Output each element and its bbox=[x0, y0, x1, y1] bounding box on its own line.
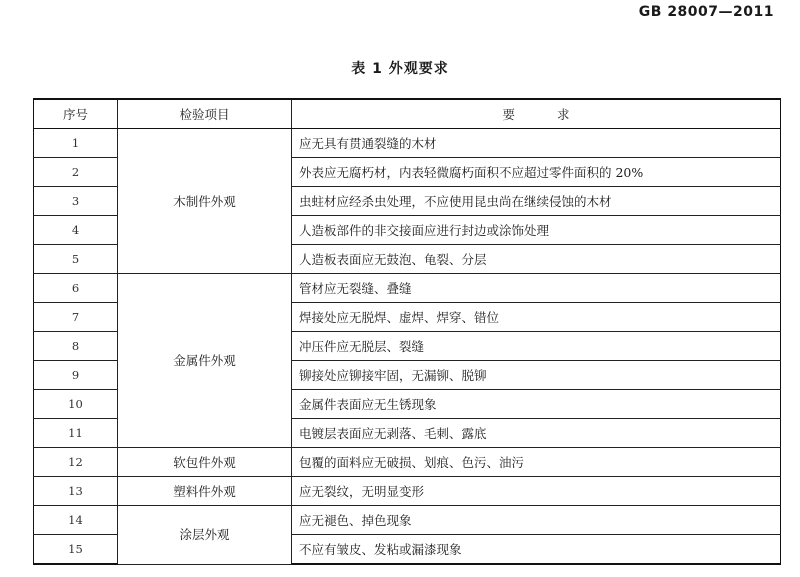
group-label-plastic: 塑料件外观 bbox=[118, 477, 292, 506]
group-label-coating: 涂层外观 bbox=[118, 506, 292, 565]
row-requirement: 人造板表面应无鼓泡、龟裂、分层 bbox=[292, 245, 781, 274]
row-requirement: 管材应无裂缝、叠缝 bbox=[292, 274, 781, 303]
row-requirement: 金属件表面应无生锈现象 bbox=[292, 390, 781, 419]
appearance-requirements-table bbox=[33, 98, 781, 565]
column-header-inspection-item: 检验项目 bbox=[118, 99, 292, 129]
group-label-upholstery: 软包件外观 bbox=[118, 448, 292, 477]
group-label-metal: 金属件外观 bbox=[118, 274, 292, 448]
row-number: 6 bbox=[34, 274, 118, 303]
row-number: 13 bbox=[34, 477, 118, 506]
row-number: 11 bbox=[34, 419, 118, 448]
row-requirement: 虫蛀材应经杀虫处理，不应使用昆虫尚在继续侵蚀的木材 bbox=[292, 187, 781, 216]
row-number: 2 bbox=[34, 158, 118, 187]
column-header-requirement: 要 求 bbox=[292, 99, 781, 129]
row-requirement: 焊接处应无脱焊、虚焊、焊穿、错位 bbox=[292, 303, 781, 332]
row-requirement: 不应有皱皮、发粘或漏漆现象 bbox=[292, 535, 781, 565]
row-number: 15 bbox=[34, 535, 118, 565]
row-requirement: 应无裂纹，无明显变形 bbox=[292, 477, 781, 506]
row-number: 10 bbox=[34, 390, 118, 419]
row-number: 3 bbox=[34, 187, 118, 216]
row-number: 4 bbox=[34, 216, 118, 245]
row-requirement: 电镀层表面应无剥落、毛刺、露底 bbox=[292, 419, 781, 448]
table-header-row bbox=[34, 99, 781, 129]
row-requirement: 铆接处应铆接牢固，无漏铆、脱铆 bbox=[292, 361, 781, 390]
row-number: 7 bbox=[34, 303, 118, 332]
table-row bbox=[34, 477, 781, 506]
table-row bbox=[34, 506, 781, 535]
group-label-wood: 木制件外观 bbox=[118, 129, 292, 274]
row-requirement: 外表应无腐朽材，内表轻微腐朽面积不应超过零件面积的 20% bbox=[292, 158, 781, 187]
row-requirement: 包覆的面料应无破损、划痕、色污、油污 bbox=[292, 448, 781, 477]
row-requirement: 应无具有贯通裂缝的木材 bbox=[292, 129, 781, 158]
table-row bbox=[34, 129, 781, 158]
row-number: 8 bbox=[34, 332, 118, 361]
row-number: 1 bbox=[34, 129, 118, 158]
row-requirement: 冲压件应无脱层、裂缝 bbox=[292, 332, 781, 361]
table-title: 表 1 外观要求 bbox=[351, 61, 449, 77]
row-requirement: 应无褪色、掉色现象 bbox=[292, 506, 781, 535]
row-number: 9 bbox=[34, 361, 118, 390]
row-requirement: 人造板部件的非交接面应进行封边或涂饰处理 bbox=[292, 216, 781, 245]
row-number: 14 bbox=[34, 506, 118, 535]
table-row bbox=[34, 448, 781, 477]
standard-code: GB 28007—2011 bbox=[638, 4, 774, 20]
row-number: 5 bbox=[34, 245, 118, 274]
table-row bbox=[34, 274, 781, 303]
column-header-number: 序号 bbox=[34, 99, 118, 129]
row-number: 12 bbox=[34, 448, 118, 477]
